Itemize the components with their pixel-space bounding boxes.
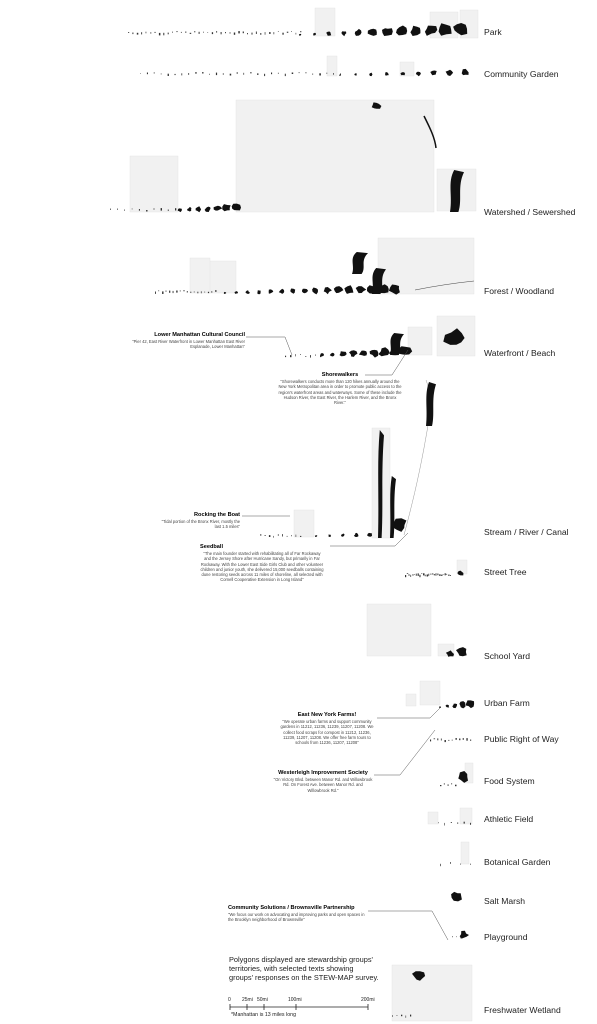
territory-polygon (173, 291, 174, 293)
territory-polygon (396, 26, 407, 36)
territory-polygon (432, 574, 433, 575)
category-label-public-right-of-way: Public Right of Way (484, 734, 559, 744)
territory-polygon (291, 31, 292, 32)
territory-polygon (222, 204, 230, 211)
territory-polygon (300, 31, 301, 32)
territory-polygon (445, 573, 446, 575)
annotation-rocking-the-boat (160, 512, 240, 530)
territory-polygon (410, 575, 411, 577)
annotation-eastny-text: "We operate urban farms and support community gardens in 11212, 11236, 11239, 11207, 11208. We collect food scraps for compost in 11212, 11236, 11239, 11207, 11208. We offer free farm tours to schools from 11236, 11207, 11208" (280, 719, 374, 746)
territory-extent (406, 694, 416, 706)
territory-polygon (315, 535, 317, 537)
territory-polygon (154, 72, 155, 73)
territory-polygon (232, 204, 241, 211)
territory-polygon (278, 31, 279, 32)
territory-polygon (230, 74, 232, 76)
territory-polygon (329, 534, 331, 537)
territory-polygon (278, 535, 279, 536)
territory-polygon (175, 208, 176, 210)
territory-polygon (223, 73, 224, 74)
territory-polygon (196, 206, 202, 212)
territory-polygon (470, 864, 471, 865)
scale-label-100: 100mi (288, 997, 302, 1003)
territory-polygon (197, 292, 198, 294)
territory-polygon (412, 575, 414, 576)
territory-polygon (451, 783, 452, 784)
territory-polygon (434, 574, 435, 575)
territory-polygon (282, 534, 283, 536)
territory-polygon (243, 73, 244, 75)
territory-polygon (459, 739, 460, 741)
territory-polygon (194, 292, 195, 293)
territory-polygon (237, 72, 238, 73)
territory-polygon (238, 31, 240, 33)
scale-label-200: 200mi (361, 997, 375, 1003)
territory-polygon (441, 575, 443, 576)
scale-label-25: 25mi (242, 997, 253, 1003)
category-label-forest: Forest / Woodland (484, 286, 555, 296)
territory-polygon (418, 573, 419, 576)
territory-polygon (465, 700, 474, 708)
territory-polygon (392, 1015, 393, 1016)
territory-polygon (354, 73, 357, 75)
territory-polygon (212, 32, 213, 34)
territory-polygon (161, 208, 162, 211)
annotation-brownsville-text: "We focus our work on advocating and improving parks and open spaces in the Brooklyn neighborhood of Brownsville" (228, 912, 365, 923)
territory-polygon (110, 209, 111, 211)
territory-polygon (450, 575, 451, 576)
territory-polygon (410, 1015, 411, 1017)
annotation-east-new-york-farms (277, 712, 377, 745)
territory-polygon (264, 74, 265, 76)
territory-polygon (436, 573, 437, 576)
territory-polygon (290, 289, 295, 294)
territory-polygon (202, 72, 203, 73)
territory-polygon (414, 574, 415, 575)
territory-extent (367, 604, 431, 656)
territory-polygon (430, 740, 431, 742)
territory-polygon (172, 32, 173, 33)
territory-polygon (162, 291, 163, 294)
territory-polygon (215, 290, 217, 291)
territory-polygon (212, 291, 213, 293)
territory-polygon (460, 864, 461, 865)
territory-polygon (181, 73, 182, 75)
territory-polygon (409, 574, 410, 576)
territory-polygon (430, 71, 436, 76)
territory-polygon (302, 289, 308, 294)
territory-polygon (190, 292, 191, 293)
territory-polygon (459, 701, 465, 708)
territory-polygon (260, 534, 261, 535)
territory-polygon (296, 535, 297, 537)
territory-polygon (177, 31, 178, 32)
territory-polygon (456, 738, 457, 740)
territory-polygon (451, 892, 462, 902)
territory-polygon (208, 292, 209, 293)
territory-polygon (128, 32, 129, 33)
territory-polygon (446, 705, 450, 708)
territory-polygon (257, 290, 260, 294)
territory-polygon (344, 285, 353, 294)
territory-polygon (451, 822, 452, 823)
territory-polygon (416, 574, 417, 576)
territory-polygon (168, 33, 169, 35)
territory-polygon (452, 936, 453, 937)
territory-polygon (439, 574, 440, 576)
territory-polygon (132, 209, 133, 210)
territory-polygon (216, 31, 217, 32)
territory-polygon (139, 209, 140, 211)
annotation-lmcc-text: "Pier 42, East River Waterfront in Lower Manhattan East River Esplanade, Lower Manhattan" (132, 339, 245, 350)
territory-polygon (428, 574, 429, 576)
territory-polygon (292, 73, 294, 75)
category-label-urban-farm: Urban Farm (484, 698, 530, 708)
annotation-westerleigh-title: Westerleigh Improvement Society (278, 770, 368, 776)
territory-polygon (333, 73, 334, 75)
annotation-shorewalkers (278, 372, 402, 405)
territory-extent (460, 808, 472, 824)
territory-polygon (437, 574, 438, 576)
territory-polygon (159, 33, 161, 36)
territory-polygon (455, 785, 457, 787)
category-label-school-yard: School Yard (484, 651, 531, 661)
territory-polygon (146, 32, 147, 34)
territory-polygon (450, 862, 451, 864)
territory-polygon (452, 704, 457, 709)
annotation-brownsville (228, 905, 368, 923)
territory-polygon (300, 536, 301, 537)
territory-polygon (195, 72, 197, 73)
territory-polygon (190, 33, 192, 34)
territory-polygon (137, 33, 139, 35)
territory-polygon (299, 72, 300, 73)
territory-polygon (285, 356, 286, 357)
territory-polygon (312, 288, 318, 295)
territory-polygon (406, 1016, 407, 1018)
territory-polygon (146, 210, 147, 212)
territory-polygon (426, 382, 436, 426)
territory-polygon (201, 291, 202, 293)
territory-polygon (393, 518, 407, 532)
territory-polygon (460, 938, 462, 939)
territory-polygon (269, 289, 274, 293)
category-label-watershed: Watershed / Sewershed (484, 207, 576, 217)
territory-polygon (419, 575, 420, 577)
territory-polygon (166, 291, 167, 292)
territory-polygon (188, 73, 189, 75)
territory-polygon (279, 289, 284, 294)
leader-line (377, 708, 440, 718)
territory-polygon (256, 32, 257, 35)
territory-polygon (117, 209, 118, 210)
annotation-lmcc-title: Lower Manhattan Cultural Council (154, 332, 245, 338)
territory-polygon (296, 33, 297, 35)
territory-polygon (214, 206, 223, 211)
category-label-waterfront: Waterfront / Beach (484, 348, 556, 358)
territory-polygon (440, 785, 441, 786)
territory-polygon (378, 347, 389, 356)
annotation-westerleigh-text: "On Victory Blvd. between Manor Rd. and Willowbrook Rd. On Forest Ave. between Manor Rd. and Willowbrook Rd." (273, 777, 373, 793)
category-label-botanical-garden: Botanical Garden (484, 857, 551, 867)
territory-polygon (221, 32, 222, 34)
annotation-eastny-title: East New York Farms! (297, 712, 357, 718)
territory-polygon (466, 738, 467, 741)
territory-polygon (330, 353, 335, 357)
territory-extent (420, 681, 440, 705)
territory-extent (315, 8, 335, 36)
territory-extent (428, 812, 438, 824)
territory-polygon (169, 291, 170, 293)
territory-polygon (443, 574, 444, 575)
scale-footnote: *Manhattan is 13 miles long (231, 1012, 297, 1018)
territory-polygon (410, 26, 420, 36)
territory-polygon (163, 33, 164, 36)
territory-polygon (315, 355, 316, 356)
territory-polygon (456, 936, 457, 937)
territory-polygon (440, 864, 441, 866)
category-label-community-garden: Community Garden (484, 69, 559, 79)
territory-polygon (359, 351, 367, 356)
territory-polygon (140, 73, 141, 74)
territory-polygon (312, 74, 313, 75)
territory-extent (130, 156, 178, 212)
territory-polygon (274, 32, 275, 34)
territory-polygon (147, 73, 148, 75)
territory-extent (327, 56, 337, 76)
territory-polygon (204, 292, 205, 293)
territory-extent (392, 965, 472, 1021)
territory-polygon (470, 740, 471, 741)
territory-polygon (159, 290, 160, 291)
territory-extent (190, 258, 210, 293)
territory-polygon (334, 286, 344, 293)
territory-polygon (464, 822, 465, 824)
territory-polygon (439, 706, 441, 708)
territory-polygon (349, 350, 358, 357)
territory-polygon (187, 207, 191, 212)
territory-polygon (181, 32, 182, 33)
territory-polygon (132, 33, 133, 35)
territory-extent (236, 100, 434, 212)
territory-polygon (285, 74, 286, 76)
territory-polygon (265, 32, 266, 35)
territory-polygon (183, 290, 185, 291)
territory-polygon (229, 33, 230, 34)
territory-polygon (278, 73, 279, 74)
territory-polygon (401, 1015, 402, 1017)
territory-polygon (457, 823, 458, 824)
annotation-rocking-title: Rocking the Boat (194, 512, 240, 518)
territory-polygon (305, 356, 306, 357)
territory-polygon (252, 33, 253, 35)
territory-extent (294, 510, 314, 537)
scale-label-50: 50mi (257, 997, 268, 1003)
territory-polygon (367, 533, 372, 537)
territory-polygon (194, 31, 195, 32)
territory-polygon (269, 32, 271, 34)
leader-line (368, 911, 448, 940)
territory-polygon (264, 535, 266, 536)
territory-polygon (427, 575, 429, 577)
territory-polygon (397, 1015, 398, 1016)
territory-polygon (463, 738, 464, 740)
territory-polygon (155, 32, 156, 33)
territory-polygon (404, 380, 430, 535)
territory-polygon (247, 33, 248, 34)
territory-extent (461, 842, 469, 864)
territory-polygon (287, 32, 289, 33)
territory-extent (208, 261, 236, 293)
territory-polygon (382, 28, 393, 36)
territory-polygon (260, 33, 261, 35)
territory-polygon (430, 574, 431, 575)
territory-polygon (370, 350, 379, 358)
territory-polygon (282, 33, 283, 35)
scale-bar (226, 997, 376, 1023)
territory-polygon (306, 72, 307, 73)
territory-polygon (141, 32, 142, 34)
territory-polygon (462, 69, 469, 75)
territory-polygon (341, 534, 344, 537)
territory-polygon (234, 33, 235, 35)
territory-polygon (257, 73, 258, 75)
category-label-athletic-field: Athletic Field (484, 814, 534, 824)
explanatory-note: Polygons displayed are stewardship groups' territories, with selected texts showing groups' responses on the STEW-MAP survey. (229, 955, 379, 983)
territory-polygon (448, 785, 449, 786)
territory-polygon (150, 33, 151, 34)
territory-polygon (352, 252, 368, 274)
territory-polygon (153, 209, 154, 210)
territory-polygon (290, 355, 292, 357)
territory-polygon (407, 573, 408, 574)
territory-polygon (168, 74, 169, 76)
territory-polygon (446, 70, 454, 76)
territory-polygon (470, 823, 471, 825)
territory-polygon (178, 208, 182, 212)
territory-polygon (434, 738, 436, 739)
territory-polygon (155, 292, 156, 294)
territory-polygon (185, 32, 186, 33)
annotation-westerleigh (272, 770, 374, 793)
territory-polygon (207, 32, 208, 33)
territory-polygon (342, 31, 347, 36)
territory-polygon (161, 74, 162, 75)
territory-polygon (287, 536, 288, 537)
annotation-seedball (200, 544, 324, 583)
territory-polygon (271, 73, 272, 75)
territory-polygon (444, 823, 445, 826)
territory-polygon (295, 354, 296, 356)
territory-polygon (299, 34, 301, 36)
category-label-stream: Stream / River / Canal (484, 527, 569, 537)
category-label-street-tree: Street Tree (484, 567, 527, 577)
territory-polygon (416, 72, 421, 77)
territory-polygon (448, 740, 449, 741)
territory-polygon (205, 207, 211, 212)
territory-polygon (216, 73, 217, 76)
territory-polygon (250, 72, 251, 73)
annotation-seedball-text: "The main founder started with rehabilitating all of Far Rockaway and the Jersey Shore after Hurricane Sandy, but primarily in Far Rockaway. With the Lower East Side Girls Club and other volunteer children and junior youth, she delivered 15,000 seedballs containing dune restoring seeds across 11 miles of shoreline, all selected with Cornell Cooperative Extension in Long Island" (200, 551, 324, 583)
territory-polygon (199, 32, 200, 34)
leader-line (374, 730, 435, 775)
territory-polygon (187, 291, 188, 292)
territory-polygon (209, 74, 210, 75)
territory-polygon (446, 574, 447, 575)
territory-polygon (423, 573, 425, 575)
territory-polygon (438, 822, 439, 823)
territory-polygon (243, 32, 244, 34)
territory-polygon (425, 575, 426, 577)
annotation-shorewalkers-text: "Shorewalkers conducts more than 120 hikes annually around the New York Metropolitan area in order to promote public access to the region's waterfront areas and waterways. Some of these include the Hudson River, the East River, the Harlem River, and the Bronx River." (278, 379, 402, 406)
territory-polygon (175, 74, 176, 75)
territory-polygon (326, 73, 327, 74)
territory-polygon (319, 73, 321, 75)
category-label-playground: Playground (484, 932, 528, 942)
territory-polygon (445, 740, 446, 742)
scale-label-0: 0 (228, 997, 231, 1003)
category-label-freshwater-wetland: Freshwater Wetland (484, 1005, 561, 1015)
territory-polygon (452, 740, 453, 741)
territory-polygon (437, 738, 438, 740)
territory-polygon (180, 291, 181, 292)
annotation-lmcc (125, 332, 245, 350)
territory-polygon (355, 29, 362, 36)
territory-polygon (310, 355, 311, 358)
territory-polygon (324, 287, 332, 294)
territory-polygon (444, 784, 445, 785)
territory-polygon (203, 32, 204, 33)
category-label-salt-marsh: Salt Marsh (484, 896, 526, 906)
category-label-park: Park (484, 27, 502, 37)
territory-polygon (369, 73, 372, 77)
territory-polygon (320, 353, 324, 357)
territory-polygon (354, 533, 359, 537)
territory-polygon (356, 286, 367, 293)
territory-polygon (269, 535, 271, 537)
territory-polygon (456, 647, 467, 656)
territory-polygon (300, 354, 301, 355)
annotation-seedball-title: Seedball (200, 544, 224, 550)
category-label-food-system: Food System (484, 776, 535, 786)
territory-polygon (421, 573, 422, 574)
territory-polygon (460, 931, 469, 939)
territory-polygon (124, 209, 125, 211)
territory-polygon (385, 72, 389, 76)
territory-polygon (273, 536, 274, 538)
territory-polygon (340, 351, 347, 356)
territory-polygon (291, 535, 292, 536)
territory-polygon (405, 575, 406, 577)
territory-polygon (176, 291, 177, 293)
territory-polygon (225, 32, 226, 33)
annotation-brownsville-title: Community Solutions / Brownsville Partnership (228, 905, 355, 911)
territory-polygon (368, 29, 377, 36)
territory-polygon (448, 575, 449, 576)
leader-line (246, 337, 292, 355)
territory-polygon (246, 290, 250, 294)
territory-polygon (168, 210, 169, 211)
territory-polygon (441, 739, 442, 741)
annotation-shorewalkers-title: Shorewalkers (321, 372, 359, 378)
annotation-rocking-text: "Tidal portion of the Bronx River, mostly the last 1.5 miles" (161, 519, 240, 530)
